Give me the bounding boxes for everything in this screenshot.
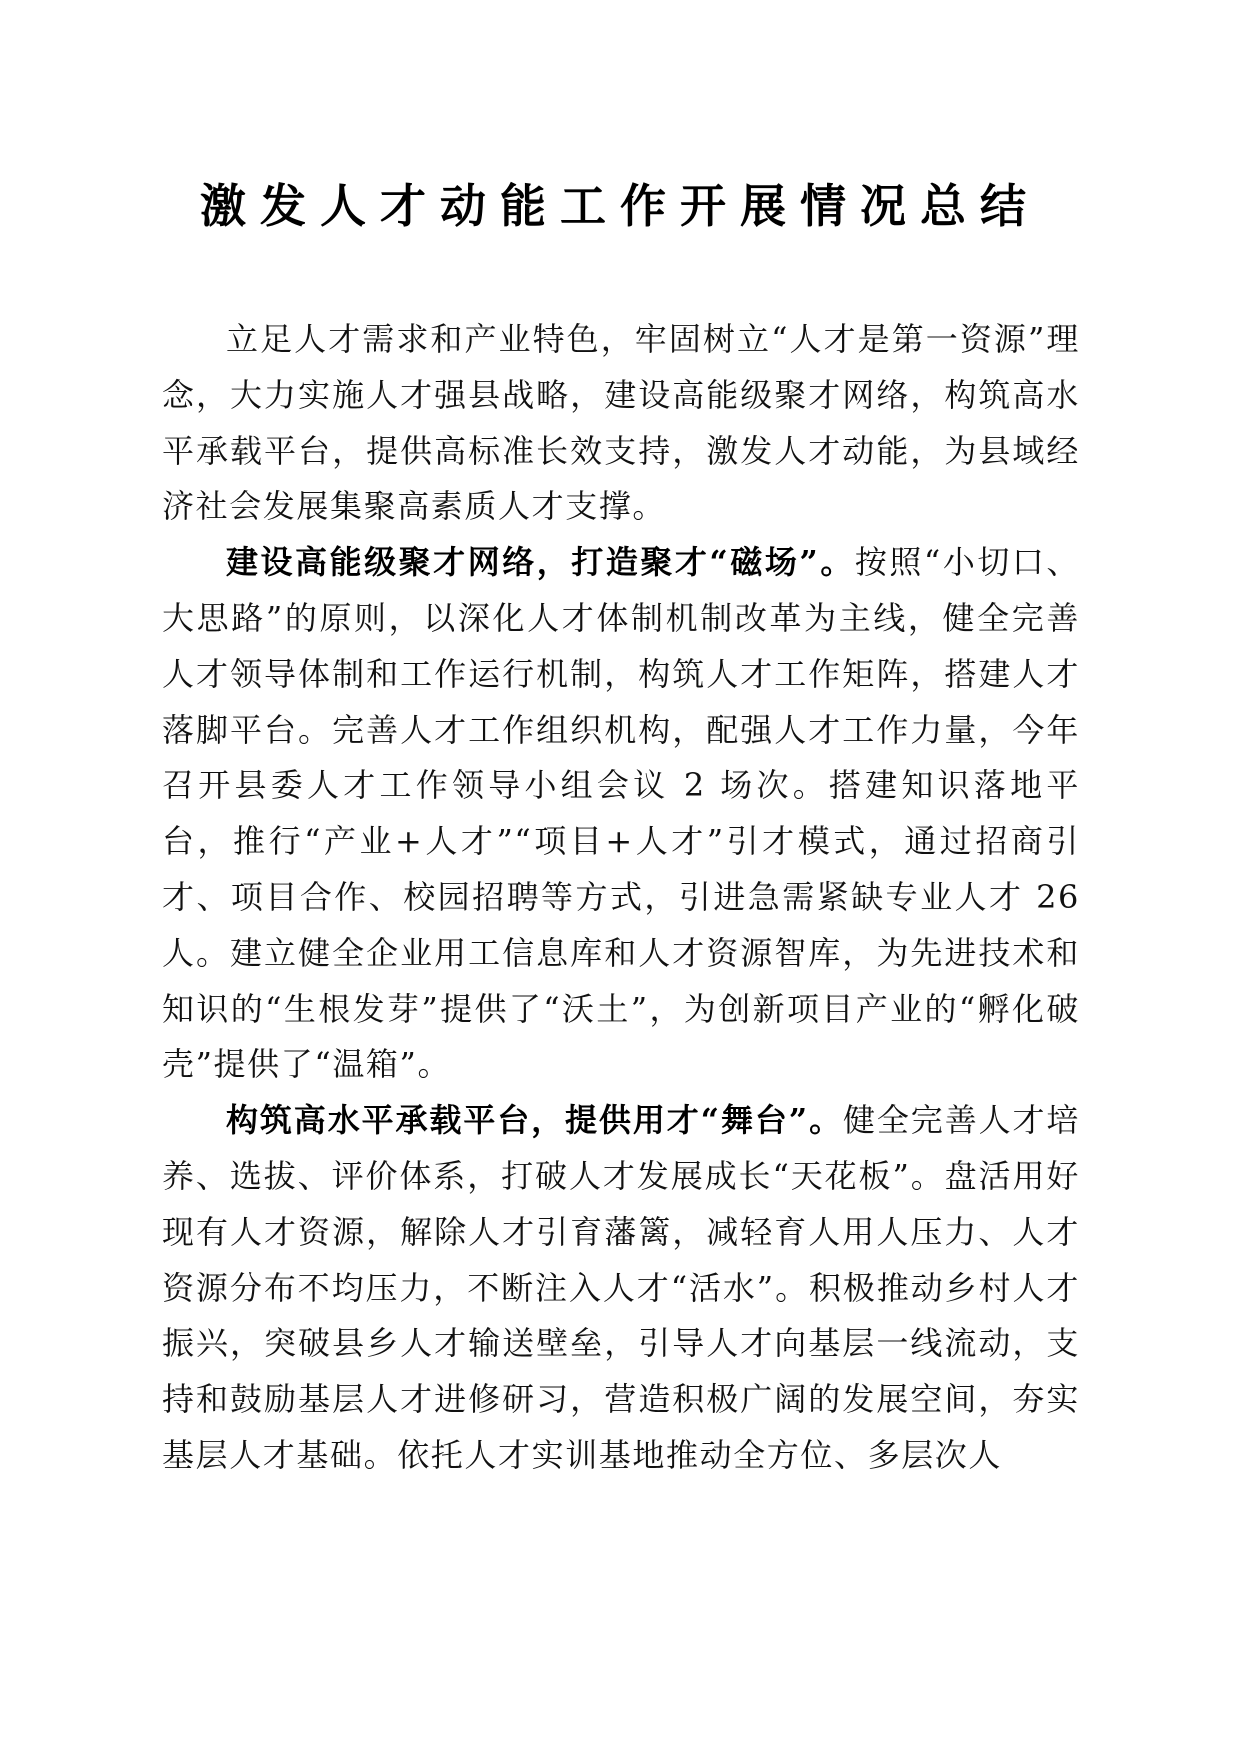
document-title: 激发人才动能工作开展情况总结 <box>200 179 1040 233</box>
section-text-1: 按照“小切口、大思路”的原则，以深化人才体制机制改革为主线，健全完善人才领导体制和工作运行机制，构筑人才工作矩阵，搭建人才落脚平台。完善人才工作组织机构，配强人才工作力量，今年召开县委人才工作领导小组会议 2 场次。搭建知识落地平台，推行“产业+人才”“项目+人才”引才模式，通过招商引才、项目合作、校园招聘等方式，引进急需紧缺专业人才 26 人。建立健全企业用工信息库和人才资源智库，为先进技术和知识的“生根发芽”提供了“沃土”，为创新项目产业的“孵化破壳”提供了“温箱”。 <box>162 543 1081 1084</box>
intro-paragraph: 立足人才需求和产业特色，牢固树立“人才是第一资源”理念，大力实施人才强县战略，建设高能级聚才网络，构筑高水平承载平台，提供高标准长效支持，激发人才动能，为县域经济社会发展集聚高素质人才支撑。 <box>162 320 1080 526</box>
section-paragraph-2 <box>162 1093 1080 1484</box>
document-body <box>162 312 1080 1484</box>
section-paragraph-1 <box>162 535 1080 1093</box>
section-text-2: 健全完善人才培养、选拔、评价体系，打破人才发展成长“天花板”。盘活用好现有人才资源，解除人才引育藩篱，减轻育人用人压力、人才资源分布不均压力，不断注入人才“活水”。积极推动乡村人才振兴，突破县乡人才输送壁垒，引导人才向基层一线流动，支持和鼓励基层人才进修研习，营造积极广阔的发展空间，夯实基层人才基础。依托人才实训基地推动全方位、多层次人 <box>162 1101 1081 1474</box>
section-heading-1: 建设高能级聚才网络，打造聚才“磁场”。 <box>226 543 855 582</box>
section-heading-2: 构筑高水平承载平台，提供用才“舞台”。 <box>226 1101 843 1140</box>
